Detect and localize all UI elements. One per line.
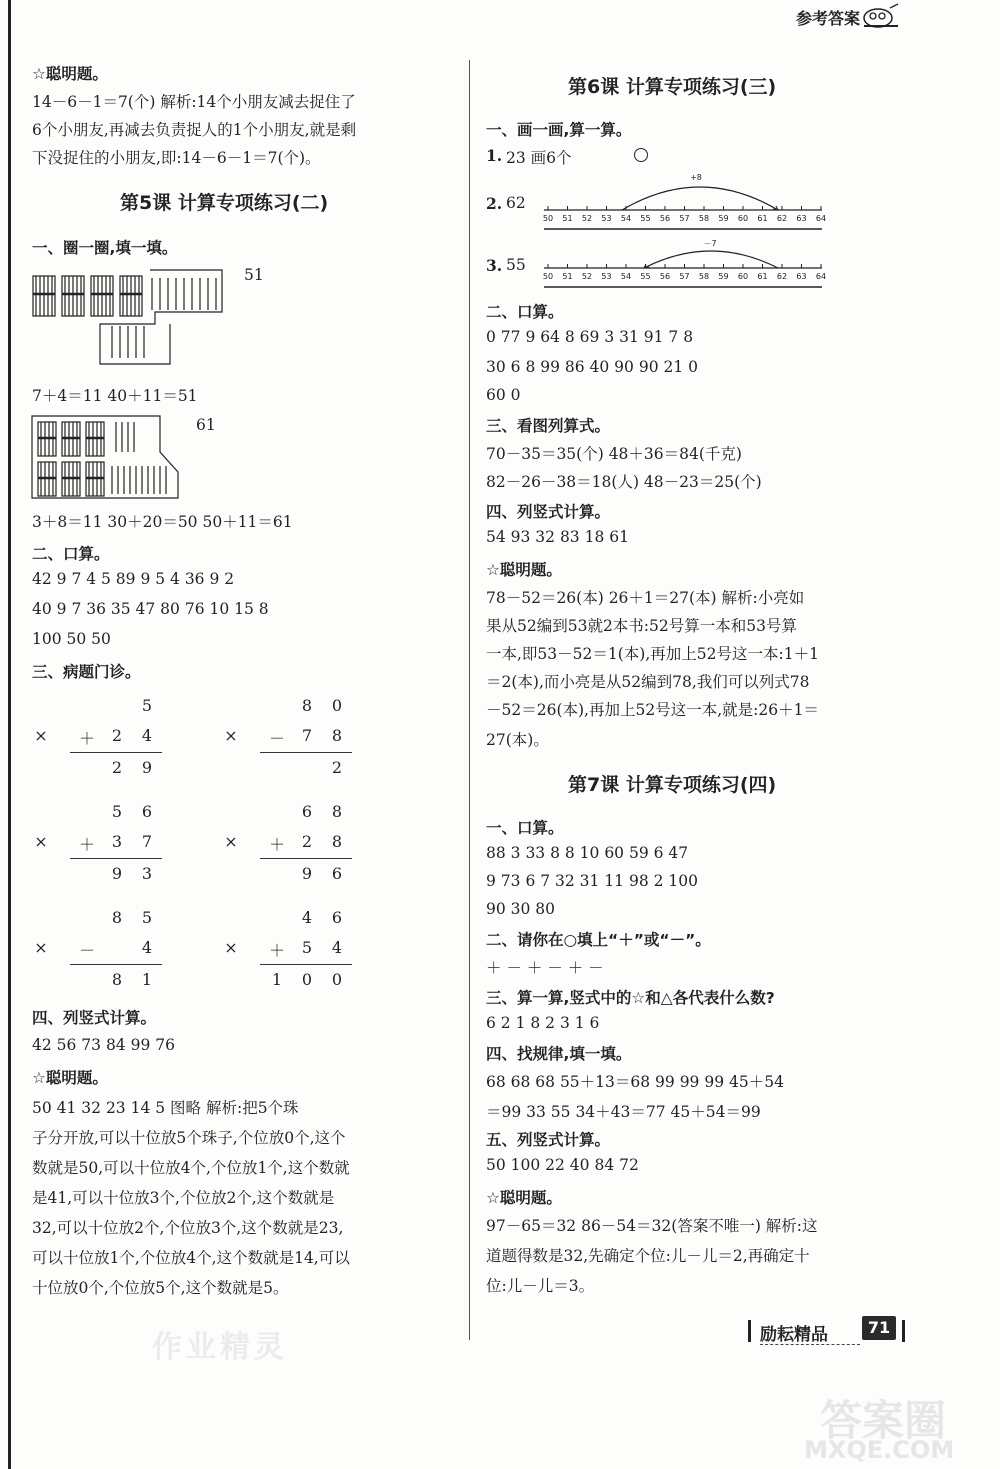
header-answer-label: 参考答案 bbox=[796, 9, 861, 28]
tick-label: 50 bbox=[542, 214, 554, 223]
tick-label: 64 bbox=[815, 272, 827, 281]
header-mascot-icon bbox=[858, 2, 902, 28]
digit: 8 bbox=[331, 832, 343, 851]
digit: 8 bbox=[111, 970, 123, 989]
l5-oral-row-1: 42 9 7 4 5 89 9 5 4 36 9 2 bbox=[32, 570, 235, 588]
tick-label: 57 bbox=[679, 214, 690, 223]
tick-label: 62 bbox=[776, 214, 788, 223]
tick-label: 55 bbox=[640, 214, 651, 223]
watermark-domain: MXQE.COM bbox=[804, 1436, 955, 1464]
l7-smart-line-3: 位:儿－儿＝3。 bbox=[486, 1277, 595, 1295]
l6-section4-heading: 四、列竖式计算。 bbox=[486, 503, 611, 521]
lesson7-title: 第7课 计算专项练习(四) bbox=[568, 774, 777, 796]
l7-oral-row-1: 88 3 33 8 8 10 60 59 6 47 bbox=[486, 844, 689, 862]
tick-label: 58 bbox=[698, 214, 710, 223]
tick-label: 59 bbox=[718, 214, 729, 223]
l6-smart-line-5: －52＝26(本),再加上52号这一本,就是:26＋1＝ bbox=[486, 701, 819, 719]
page-number: 71 bbox=[862, 1316, 896, 1340]
digit: 1 bbox=[271, 970, 283, 989]
watermark-stamp: 作业精灵 bbox=[152, 1330, 288, 1365]
l5-smart-line-3: 数就是50,可以十位放4个,个位放1个,这个数就 bbox=[32, 1159, 350, 1177]
l5-section4-answers: 42 56 73 84 99 76 bbox=[32, 1036, 175, 1054]
l6-item1-number: 1. bbox=[486, 146, 503, 165]
tick-label: 51 bbox=[562, 214, 573, 223]
watermark-logo: 答案圈 bbox=[820, 1396, 947, 1445]
wrong-mark: × bbox=[34, 726, 48, 745]
l6-item2-text: 62 bbox=[506, 194, 526, 212]
l6-smart-line-4: ＝2(本),而小亮是从52编到78,我们可以列式78 bbox=[486, 673, 810, 691]
operator: ＋ bbox=[78, 729, 95, 748]
left-smart-line-1: 14－6－1＝7(个) 解析:14个小朋友减去捉住了 bbox=[32, 93, 356, 111]
result-line bbox=[70, 964, 162, 965]
svg-text:－7: －7 bbox=[703, 239, 717, 248]
digit: 9 bbox=[141, 758, 153, 777]
digit: 3 bbox=[111, 832, 123, 851]
l5-oral-row-3: 100 50 50 bbox=[32, 630, 111, 648]
digit: 5 bbox=[301, 938, 313, 957]
l7-s4-line-1: 68 68 68 55＋13＝68 99 99 99 45＋54 bbox=[486, 1073, 784, 1091]
l6-smart-heading: ☆聪明题。 bbox=[486, 561, 562, 579]
l6-oral-row-1: 0 77 9 64 8 69 3 31 91 7 8 bbox=[486, 328, 694, 346]
wrong-mark: × bbox=[34, 938, 48, 957]
l6-smart-line-2: 果从52编到53就2本书:52号算一本和53号算 bbox=[486, 617, 797, 635]
l6-s3-line-2: 82－26－38＝18(人) 48－23＝25(个) bbox=[486, 473, 762, 491]
digit: 9 bbox=[301, 864, 313, 883]
digit: 4 bbox=[331, 938, 343, 957]
wrong-mark: × bbox=[224, 832, 238, 851]
footer-right-bar bbox=[902, 1320, 905, 1342]
l5-figure2-equations: 3＋8＝11 30＋20＝50 50＋11＝61 bbox=[32, 513, 293, 531]
digit: 8 bbox=[331, 802, 343, 821]
l7-section5-answers: 50 100 22 40 84 72 bbox=[486, 1156, 639, 1174]
tick-label: 64 bbox=[815, 214, 827, 223]
l7-section2-answers: ＋ － ＋ － ＋ － bbox=[486, 959, 604, 977]
l6-section1-heading: 一、画一画,算一算。 bbox=[486, 121, 632, 139]
l7-s4-line-2: ＝99 33 55 34＋43＝77 45＋54＝99 bbox=[486, 1103, 761, 1121]
l5-section3-heading: 三、病题门诊。 bbox=[32, 663, 141, 681]
l6-item1-text: 23 画6个 bbox=[506, 149, 572, 167]
l5-section2-heading: 二、口算。 bbox=[32, 545, 110, 563]
l6-section2-heading: 二、口算。 bbox=[486, 303, 564, 321]
digit: 2 bbox=[301, 832, 313, 851]
result-line bbox=[260, 752, 352, 753]
operator: ＋ bbox=[78, 835, 95, 854]
digit: 1 bbox=[141, 970, 153, 989]
digit: 8 bbox=[301, 696, 313, 715]
digit: 4 bbox=[141, 938, 153, 957]
tick-label: 52 bbox=[581, 272, 593, 281]
number-line-2 bbox=[540, 236, 830, 296]
number-line-1 bbox=[540, 172, 830, 232]
l5-smart-line-7: 十位放0个,个位放5个,这个数就是5。 bbox=[32, 1279, 289, 1297]
tick-label: 58 bbox=[698, 272, 710, 281]
left-smart-line-2: 6个小朋友,再减去负责捉人的1个小朋友,就是剩 bbox=[32, 121, 357, 139]
l6-oral-row-3: 60 0 bbox=[486, 386, 521, 404]
wrong-mark: × bbox=[224, 938, 238, 957]
l7-smart-line-2: 道题得数是32,先确定个位:儿－儿＝2,再确定十 bbox=[486, 1247, 810, 1265]
l6-s3-line-1: 70－35＝35(个) 48＋36＝84(千克) bbox=[486, 445, 742, 463]
tick-label: 62 bbox=[776, 272, 788, 281]
l5-smart-line-2: 子分开放,可以十位放5个珠子,个位放0个,这个 bbox=[32, 1129, 346, 1147]
l5-smart-line-4: 是41,可以十位放3个,个位放2个,这个数就是 bbox=[32, 1189, 335, 1207]
l6-section3-heading: 三、看图列算式。 bbox=[486, 417, 611, 435]
tick-label: 53 bbox=[601, 272, 612, 281]
digit: 2 bbox=[331, 758, 343, 777]
tick-label: 50 bbox=[542, 272, 554, 281]
tick-label: 57 bbox=[679, 272, 690, 281]
tick-label: 60 bbox=[737, 272, 749, 281]
svg-text:+8: +8 bbox=[690, 173, 702, 182]
lesson6-title: 第6课 计算专项练习(三) bbox=[568, 76, 777, 98]
tick-label: 59 bbox=[718, 272, 729, 281]
l5-smart-heading: ☆聪明题。 bbox=[32, 1069, 108, 1087]
footer-brand: 励耘精品 bbox=[760, 1325, 828, 1345]
tick-label: 61 bbox=[757, 214, 768, 223]
lesson5-title: 第5课 计算专项练习(二) bbox=[120, 192, 329, 214]
l7-section3-answers: 6 2 1 8 2 3 1 6 bbox=[486, 1014, 600, 1032]
wrong-mark: × bbox=[34, 832, 48, 851]
l6-item2-number: 2. bbox=[486, 194, 503, 213]
digit: 9 bbox=[111, 864, 123, 883]
l5-figure1-equations: 7＋4＝11 40＋11＝51 bbox=[32, 387, 198, 405]
left-smart-heading-1: ☆聪明题。 bbox=[32, 65, 108, 83]
l5-oral-row-2: 40 9 7 36 35 47 80 76 10 15 8 bbox=[32, 600, 269, 618]
result-line bbox=[260, 858, 352, 859]
tick-label: 60 bbox=[737, 214, 749, 223]
result-line bbox=[260, 964, 352, 965]
l5-figure2-answer: 61 bbox=[196, 416, 216, 434]
digit: 5 bbox=[111, 802, 123, 821]
l5-section4-heading: 四、列竖式计算。 bbox=[32, 1009, 157, 1027]
tick-label: 61 bbox=[757, 272, 768, 281]
column-divider bbox=[469, 60, 470, 1340]
l7-oral-row-2: 9 73 6 7 32 31 11 98 2 100 bbox=[486, 872, 698, 890]
digit: 3 bbox=[141, 864, 153, 883]
digit: 4 bbox=[141, 726, 153, 745]
l5-section1-heading: 一、圈一圈,填一填。 bbox=[32, 239, 178, 257]
l7-oral-row-3: 90 30 80 bbox=[486, 900, 556, 918]
l7-section3-heading: 三、算一算,竖式中的☆和△各代表什么数? bbox=[486, 989, 775, 1007]
digit: 6 bbox=[331, 908, 343, 927]
footer-left-bar bbox=[748, 1320, 751, 1342]
l5-smart-line-6: 可以十位放1个,个位放4个,这个数就是14,可以 bbox=[32, 1249, 350, 1267]
operator: ＋ bbox=[268, 835, 285, 854]
l7-section4-heading: 四、找规律,填一填。 bbox=[486, 1045, 632, 1063]
digit: 5 bbox=[141, 696, 153, 715]
digit: 6 bbox=[331, 864, 343, 883]
digit: 0 bbox=[301, 970, 313, 989]
digit: 5 bbox=[141, 908, 153, 927]
stick-bundle-figure-2 bbox=[30, 412, 190, 502]
result-line bbox=[70, 752, 162, 753]
digit: 4 bbox=[301, 908, 313, 927]
digit: 8 bbox=[331, 726, 343, 745]
footer-dashed-rule bbox=[760, 1344, 860, 1345]
tick-label: 63 bbox=[796, 272, 807, 281]
result-line bbox=[70, 858, 162, 859]
l6-smart-line-1: 78－52＝26(本) 26＋1＝27(本) 解析:小亮如 bbox=[486, 589, 805, 607]
tick-label: 63 bbox=[796, 214, 807, 223]
l6-item3-number: 3. bbox=[486, 256, 503, 275]
l5-smart-line-1: 50 41 32 23 14 5 图略 解析:把5个珠 bbox=[32, 1099, 299, 1117]
digit: 6 bbox=[141, 802, 153, 821]
left-smart-line-3: 下没捉住的小朋友,即:14－6－1＝7(个)。 bbox=[32, 149, 321, 167]
digit: 0 bbox=[331, 696, 343, 715]
binding-edge bbox=[8, 0, 11, 1469]
operator: ＋ bbox=[268, 941, 285, 960]
l7-section5-heading: 五、列竖式计算。 bbox=[486, 1131, 611, 1149]
tick-label: 56 bbox=[659, 272, 671, 281]
l7-smart-line-1: 97－65＝32 86－54＝32(答案不唯一) 解析:这 bbox=[486, 1217, 818, 1235]
digit: 6 bbox=[301, 802, 313, 821]
l6-section4-answers: 54 93 32 83 18 61 bbox=[486, 528, 629, 546]
tick-label: 56 bbox=[659, 214, 671, 223]
stick-bundle-figure-1 bbox=[30, 264, 230, 374]
tick-label: 51 bbox=[562, 272, 573, 281]
tick-label: 54 bbox=[620, 272, 632, 281]
wrong-mark: × bbox=[224, 726, 238, 745]
digit: 7 bbox=[141, 832, 153, 851]
circle-icon bbox=[634, 148, 648, 162]
l7-section1-heading: 一、口算。 bbox=[486, 819, 564, 837]
digit: 2 bbox=[111, 758, 123, 777]
tick-label: 52 bbox=[581, 214, 593, 223]
l6-oral-row-2: 30 6 8 99 86 40 90 90 21 0 bbox=[486, 358, 698, 376]
l5-smart-line-5: 32,可以十位放2个,个位放3个,这个数就是23, bbox=[32, 1219, 344, 1237]
digit: 8 bbox=[111, 908, 123, 927]
operator: － bbox=[268, 729, 285, 748]
digit: 7 bbox=[301, 726, 313, 745]
l6-smart-line-6: 27(本)。 bbox=[486, 731, 549, 749]
tick-label: 55 bbox=[640, 272, 651, 281]
digit: 2 bbox=[111, 726, 123, 745]
l6-item3-text: 55 bbox=[506, 256, 526, 274]
digit: 0 bbox=[331, 970, 343, 989]
l5-figure1-answer: 51 bbox=[244, 266, 264, 284]
operator: － bbox=[78, 941, 95, 960]
l7-section2-heading: 二、请你在○填上“＋”或“－”。 bbox=[486, 931, 711, 949]
l6-smart-line-3: 一本,即53－52＝1(本),再加上52号这一本:1＋1 bbox=[486, 645, 819, 663]
l7-smart-heading: ☆聪明题。 bbox=[486, 1189, 562, 1207]
tick-label: 54 bbox=[620, 214, 632, 223]
tick-label: 53 bbox=[601, 214, 612, 223]
